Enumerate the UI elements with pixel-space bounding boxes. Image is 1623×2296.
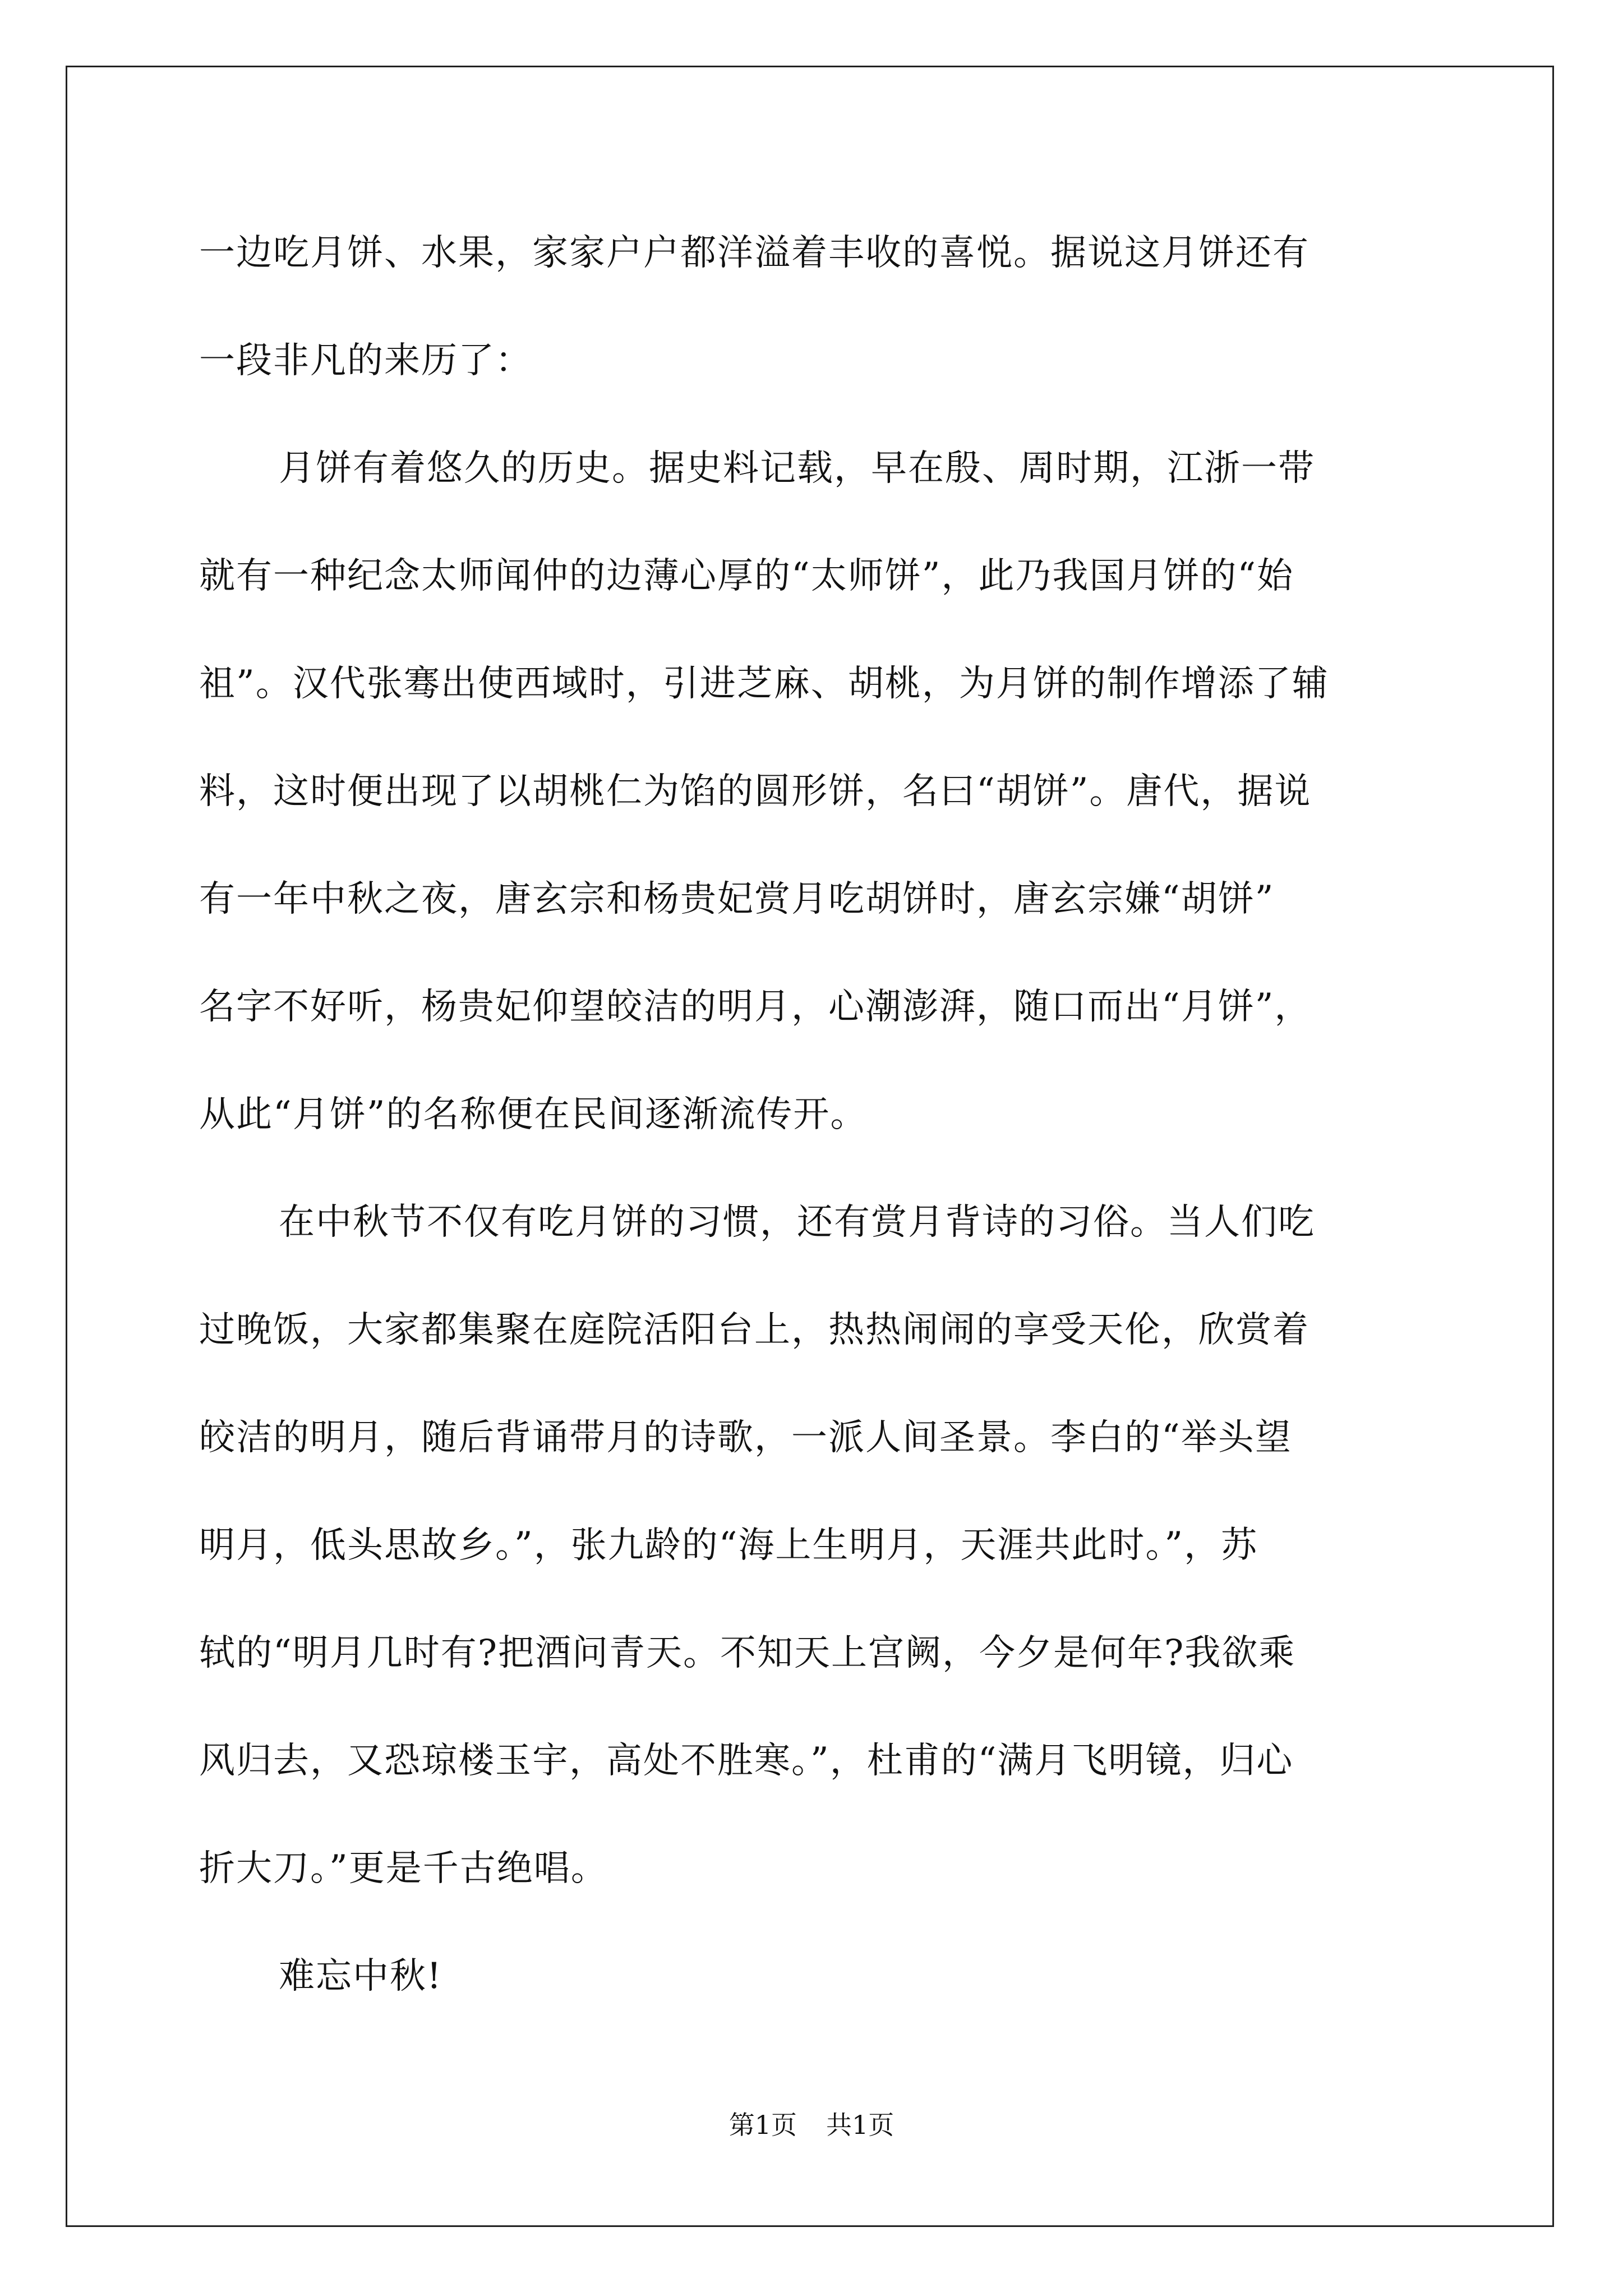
paragraph-1 bbox=[199, 199, 1478, 415]
page-total: 共1页 bbox=[826, 2110, 895, 2140]
document-body bbox=[199, 199, 1478, 2030]
text-line: 风归去，又恐琼楼玉宇，高处不胜寒。”，杜甫的“满月飞明镜，归心 bbox=[199, 1740, 1294, 1782]
text-line: 有一年中秋之夜，唐玄宗和杨贵妃赏月吃胡饼时，唐玄宗嫌“胡饼” bbox=[199, 878, 1275, 920]
page-footer bbox=[0, 2108, 1623, 2142]
text-line: 一段非凡的来历了： bbox=[199, 340, 532, 381]
paragraph-4 bbox=[199, 1922, 1478, 2030]
text-line: 轼的“明月几时有?把酒问青天。不知天上宫阙，今夕是何年?我欲乘 bbox=[199, 1632, 1296, 1674]
text-line: 明月，低头思故乡。”，张九龄的“海上生明月，天涯共此时。”，苏 bbox=[199, 1525, 1258, 1566]
text-line: 就有一种纪念太师闻仲的边薄心厚的“太师饼”，此乃我国月饼的“始 bbox=[199, 555, 1294, 597]
text-line: 难忘中秋! bbox=[279, 1955, 442, 1997]
text-line: 料，这时便出现了以胡桃仁为馅的圆形饼，名曰“胡饼”。唐代，据说 bbox=[199, 771, 1312, 812]
text-line: 在中秋节不仅有吃月饼的习惯，还有赏月背诗的习俗。当人们吃 bbox=[279, 1202, 1315, 1243]
text-line: 从此“月饼”的名称便在民间逐渐流传开。 bbox=[199, 1094, 868, 1135]
paragraph-2 bbox=[199, 415, 1478, 1168]
text-line: 名字不好听，杨贵妃仰望皎洁的明月，心潮澎湃，随口而出“月饼”， bbox=[199, 986, 1312, 1028]
text-line: 一边吃月饼、水果，家家户户都洋溢着丰收的喜悦。据说这月饼还有 bbox=[199, 232, 1310, 274]
text-line: 月饼有着悠久的历史。据史料记载，早在殷、周时期，江浙一带 bbox=[279, 448, 1315, 489]
text-line: 折大刀。”更是千古绝唱。 bbox=[199, 1848, 608, 1889]
page-number: 第1页 bbox=[728, 2110, 797, 2140]
text-line: 祖”。汉代张骞出使西域时，引进芝麻、胡桃，为月饼的制作增添了辅 bbox=[199, 663, 1329, 705]
text-line: 过晚饭，大家都集聚在庭院活阳台上，热热闹闹的享受天伦，欣赏着 bbox=[199, 1309, 1310, 1351]
paragraph-3 bbox=[199, 1168, 1478, 1922]
text-line: 皎洁的明月，随后背诵带月的诗歌，一派人间圣景。李白的“举头望 bbox=[199, 1417, 1292, 1458]
